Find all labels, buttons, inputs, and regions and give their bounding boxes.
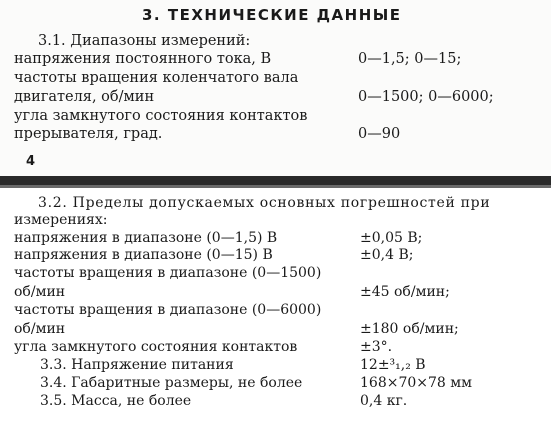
rpm-label-line1: частоты вращения коленчатого вала (14, 70, 299, 86)
error-limits-title-cont: измерениях: (14, 212, 108, 228)
rpm-6000-label: частоты вращения в диапазоне (0—6000) (14, 302, 322, 318)
rpm-6000-value: ±180 об/мин; (360, 321, 459, 337)
dwell-label-line1: угла замкнутого состояния контактов (14, 108, 308, 124)
dwell-angle-label: угла замкнутого состояния контактов (14, 339, 298, 355)
dc-voltage-value: 0—1,5; 0—15; (358, 51, 462, 67)
voltage-1-5-label: напряжения в диапазоне (0—1,5) В (14, 230, 278, 246)
lower-page (0, 188, 551, 425)
supply-voltage-value: 12±³₁,₂ В (360, 357, 426, 373)
upper-page (0, 0, 551, 176)
dwell-label-line2: прерывателя, град. (14, 126, 163, 142)
dwell-angle-value: ±3°. (360, 339, 393, 355)
rpm-1500-label: частоты вращения в диапазоне (0—1500) (14, 265, 322, 281)
error-limits-title: 3.2. Пределы допускаемых основных погрешностей при (38, 195, 491, 211)
range-title: 3.1. Диапазоны измерений: (38, 33, 251, 49)
rpm-1500-value: ±45 об/мин; (360, 284, 450, 300)
rpm-label-line2: двигателя, об/мин (14, 89, 155, 105)
mass-label: 3.5. Масса, не более (40, 393, 192, 409)
dimensions-value: 168×70×78 мм (360, 375, 473, 391)
page-divider (0, 176, 551, 188)
supply-voltage-label: 3.3. Напряжение питания (40, 357, 234, 373)
rpm-value: 0—1500; 0—6000; (358, 89, 494, 105)
dc-voltage-label: напряжения постоянного тока, В (14, 51, 272, 67)
voltage-15-label: напряжения в диапазоне (0—15) В (14, 247, 273, 263)
dimensions-label: 3.4. Габаритные размеры, не более (40, 375, 303, 391)
section-heading: 3. ТЕХНИЧЕСКИЕ ДАННЫЕ (142, 6, 402, 24)
rpm-6000-unit: об/мин (14, 321, 66, 337)
mass-value: 0,4 кг. (360, 393, 408, 409)
voltage-1-5-value: ±0,05 В; (360, 230, 423, 246)
voltage-15-value: ±0,4 В; (360, 247, 414, 263)
rpm-1500-unit: об/мин (14, 284, 66, 300)
dwell-value: 0—90 (358, 126, 401, 142)
page-number: 4 (26, 154, 36, 169)
